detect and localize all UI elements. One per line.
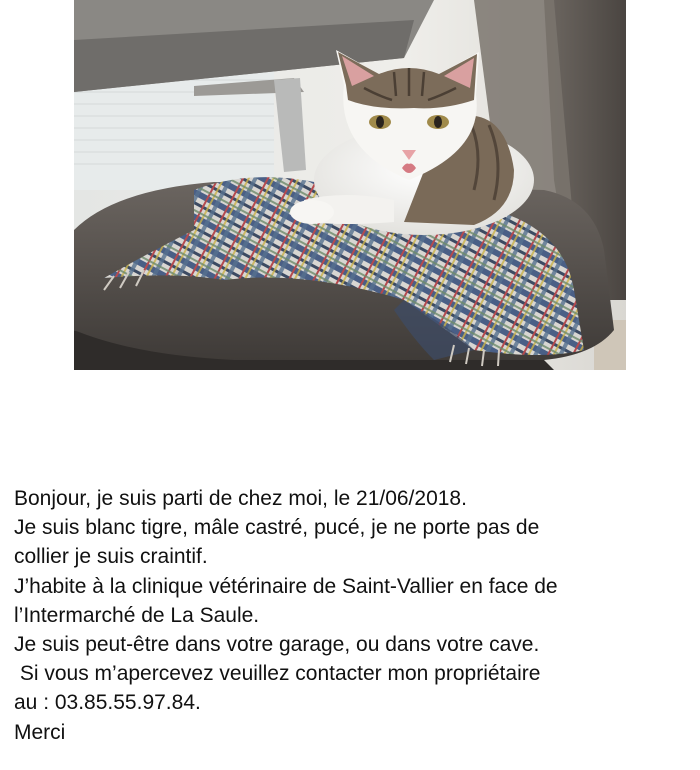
notice-line-location: J’habite à la clinique vétérinaire de Saint-Vallier en face de [14,574,558,598]
notice-line-location-detail: l’Intermarché de La Saule. [14,603,260,627]
notice-line-thanks: Merci [14,720,66,744]
cat-photo [74,0,626,370]
notice-line-contact: Si vous m’apercevez veuillez contacter mon propriétaire [14,662,541,686]
notice-line-collar: collier je suis craintif. [14,545,208,569]
notice-line-phone: au : 03.85.55.97.84. [14,691,201,715]
cat-photo-icon [74,0,626,370]
notice-line-date: Bonjour, je suis parti de chez moi, le 21/06/2018. [14,487,467,510]
notice-line-description: Je suis blanc tigre, mâle castré, pucé, je ne porte pas de [14,516,540,540]
lost-cat-notice [14,484,690,747]
notice-line-hiding: Je suis peut-être dans votre garage, ou dans votre cave. [14,633,540,657]
